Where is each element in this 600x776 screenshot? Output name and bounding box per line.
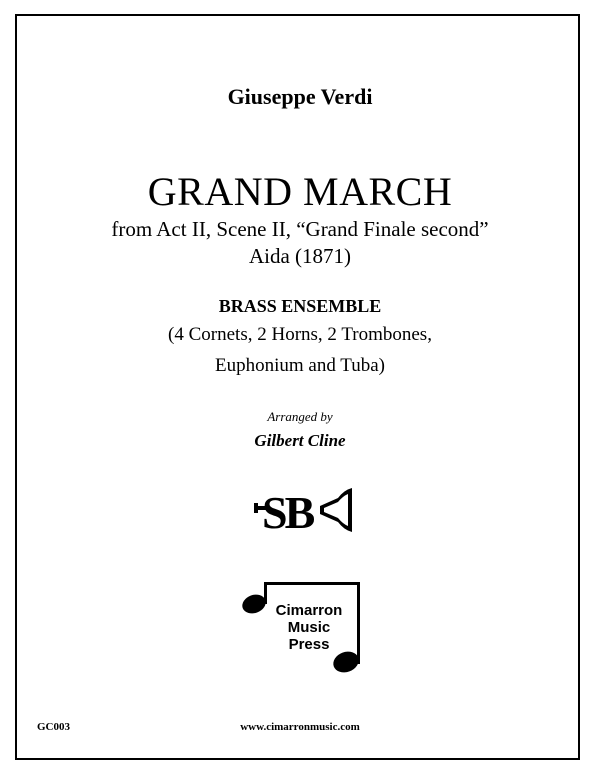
publisher-name-line-1: Cimarron	[275, 602, 343, 619]
publisher-name-line-3: Press	[288, 636, 330, 653]
piece-title: GRAND MARCH	[147, 169, 453, 214]
piece-subtitle: from Act II, Scene II, “Grand Finale second”	[111, 217, 489, 241]
sb-trumpet-logo	[254, 484, 354, 536]
opera-name: Aida (1871)	[248, 244, 352, 268]
sb-logo-letters: SB	[262, 487, 313, 536]
catalog-number: GC003	[37, 721, 70, 733]
ensemble-heading: BRASS ENSEMBLE	[218, 296, 382, 316]
publisher-name-line-2: Music	[287, 619, 331, 636]
arranger-name: Gilbert Cline	[254, 431, 346, 450]
instrumentation-line-2: Euphonium and Tuba)	[215, 355, 385, 376]
composer-name: Giuseppe Verdi	[227, 84, 373, 109]
publisher-website: www.cimarronmusic.com	[240, 721, 360, 733]
arranged-by-label: Arranged by	[267, 409, 333, 424]
instrumentation-line-1: (4 Cornets, 2 Horns, 2 Trombones,	[168, 324, 432, 345]
